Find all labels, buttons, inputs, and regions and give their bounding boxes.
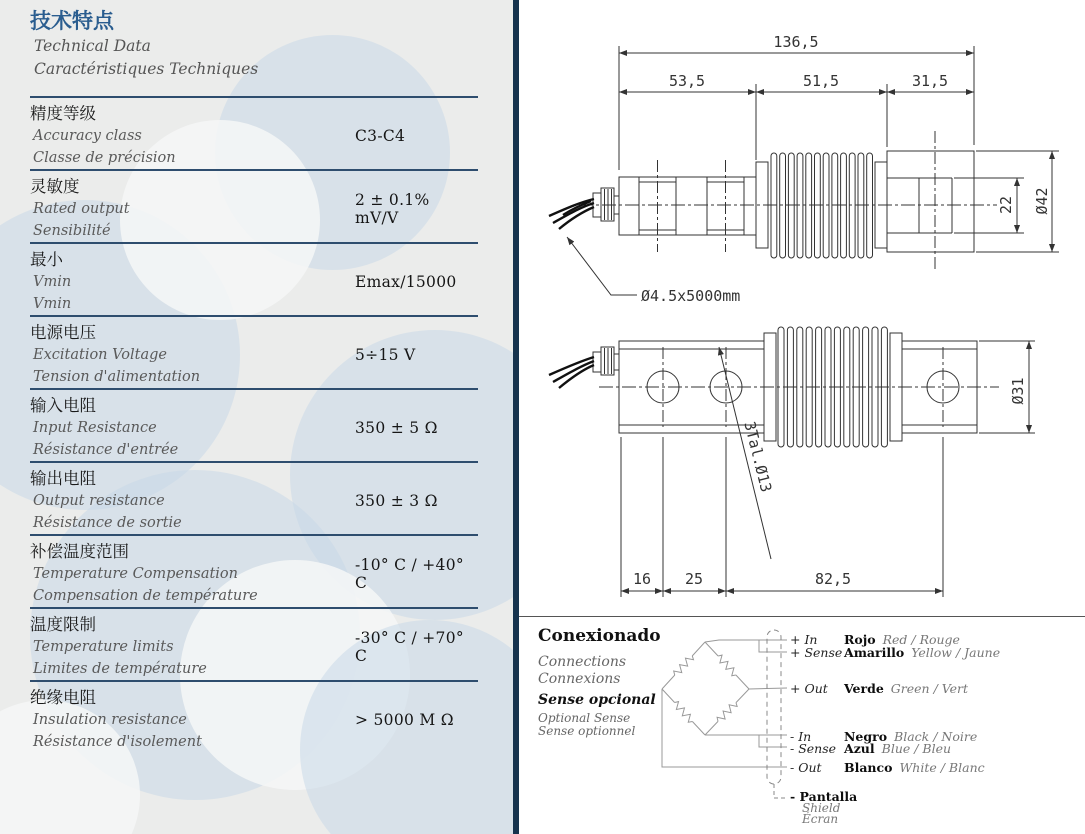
wire-color-name: Amarillo xyxy=(844,645,905,660)
wire-color-name: Blanco xyxy=(844,760,893,775)
wire-signal: + In xyxy=(790,632,818,647)
shield-label-en: Shield xyxy=(802,801,841,815)
spec-label-fr: Compensation de température xyxy=(33,587,258,604)
dim-25: 25 xyxy=(684,570,704,588)
connections-subtitle-fr: Connexions xyxy=(538,671,621,687)
spec-value: -10° C / +40° C xyxy=(355,555,464,592)
spec-label-en: Input Resistance xyxy=(33,420,157,436)
spec-value: 5÷15 V xyxy=(355,345,416,364)
wire-row-minus-out xyxy=(790,760,985,775)
spec-value: C3-C4 xyxy=(355,126,406,145)
spec-row-input-resistance xyxy=(30,388,478,461)
spec-label-zh: 温度限制 xyxy=(30,615,96,634)
wire-signal: - In xyxy=(790,729,812,744)
wire-row-plus-out xyxy=(790,681,968,696)
dim-82_5: 82,5 xyxy=(814,570,852,588)
page-title-en: Technical Data xyxy=(34,37,151,55)
spec-labels xyxy=(30,102,355,169)
wire-signal: - Sense xyxy=(790,741,837,756)
spec-label-zh: 补偿温度范围 xyxy=(30,542,129,561)
spec-labels xyxy=(30,467,355,534)
wire-minus-sense xyxy=(759,735,787,747)
holes-label: 3Tal.Ø13 xyxy=(740,419,776,495)
dim-16: 16 xyxy=(632,570,652,588)
wire-color-name: Azul xyxy=(844,741,875,756)
spec-label-fr: Résistance d'entrée xyxy=(33,441,179,458)
wire-color-name: Rojo xyxy=(844,632,876,647)
connections-subtitle-en: Connections xyxy=(538,654,627,670)
spec-label-zh: 绝缘电阻 xyxy=(30,688,96,707)
spec-label-en: Output resistance xyxy=(33,493,165,509)
spec-row-excitation xyxy=(30,315,478,388)
dim-dia42: Ø42 xyxy=(1033,187,1051,215)
cable-size-label: Ø4.5x5000mm xyxy=(641,287,741,305)
technical-drawing xyxy=(519,0,1085,617)
spec-labels xyxy=(30,175,355,242)
dim-22: 22 xyxy=(997,195,1015,215)
shield-label-fr: Écran xyxy=(802,812,839,826)
spec-row-vmin xyxy=(30,242,478,315)
dim-right: 31,5 xyxy=(911,72,949,90)
spec-labels xyxy=(30,394,355,461)
wire-translation: Black / Noire xyxy=(894,729,978,744)
spec-label-zh: 电源电压 xyxy=(30,323,96,342)
spec-labels xyxy=(30,540,355,607)
wire-signal: - Out xyxy=(790,760,822,775)
spec-label-fr: Tension d'alimentation xyxy=(33,368,201,385)
wire-translation: Yellow / Jaune xyxy=(911,645,1001,660)
spec-label-zh: 输出电阻 xyxy=(30,469,96,488)
wire-plus-in xyxy=(705,640,787,642)
spec-label-fr: Résistance de sortie xyxy=(33,514,182,531)
wire-signal: - Pantalla xyxy=(790,789,858,804)
spec-label-zh: 精度等级 xyxy=(30,104,96,123)
sense-optional-en: Optional Sense xyxy=(538,711,631,725)
spec-label-fr: Vmin xyxy=(33,295,72,312)
wire-row-minus-sense xyxy=(790,741,951,756)
wire-color-name: Verde xyxy=(844,681,884,696)
spec-value: 2 ± 0.1% mV/V xyxy=(355,190,430,227)
cable-leader xyxy=(567,237,637,295)
cable-sheath xyxy=(767,630,781,784)
spec-row-insulation xyxy=(30,680,478,753)
spec-label-en: Excitation Voltage xyxy=(33,347,167,363)
cable xyxy=(549,357,594,388)
end-block xyxy=(887,151,974,252)
shaft-left xyxy=(619,177,756,235)
page-title-zh: 技术特点 xyxy=(30,9,114,33)
sense-optional-fr: Sense optionnel xyxy=(538,724,636,738)
spec-label-en: Temperature Compensation xyxy=(33,566,238,582)
wire-plus-out xyxy=(749,688,787,689)
spec-label-en: Rated output xyxy=(33,201,130,217)
resistor xyxy=(672,700,695,724)
spec-label-fr: Résistance d'isolement xyxy=(33,733,202,750)
wire-signal: + Out xyxy=(790,681,828,696)
spec-label-en: Accuracy class xyxy=(33,128,142,144)
spec-row-rated-output xyxy=(30,169,478,242)
spec-table xyxy=(30,8,478,753)
spec-value: Emax/15000 xyxy=(355,272,457,291)
wire-translation: Red / Rouge xyxy=(882,632,960,647)
wire-row-plus-sense xyxy=(790,645,1000,660)
wire-translation: White / Blanc xyxy=(899,760,985,775)
spec-value: 350 ± 3 Ω xyxy=(355,491,438,510)
spec-label-en: Temperature limits xyxy=(33,639,174,655)
spec-row-accuracy xyxy=(30,96,478,169)
spec-label-zh: 最小 xyxy=(30,250,63,269)
dimension-labels xyxy=(633,33,1051,588)
spec-value: > 5000 M Ω xyxy=(355,710,454,729)
resistor xyxy=(672,654,695,678)
spec-label-en: Vmin xyxy=(33,274,72,290)
spec-label-fr: Limites de température xyxy=(33,660,207,677)
spec-table-header xyxy=(30,8,478,96)
spec-row-temp-compensation xyxy=(30,534,478,607)
wire-minus-out xyxy=(662,689,787,767)
top-view-drawing xyxy=(549,327,1035,597)
wire-signal: + Sense xyxy=(790,645,843,660)
spec-value: -30° C / +70° C xyxy=(355,628,464,665)
spec-label-zh: 输入电阻 xyxy=(30,396,96,415)
wire-translation: Blue / Bleu xyxy=(881,741,952,756)
spec-value: 350 ± 5 Ω xyxy=(355,418,438,437)
spec-labels xyxy=(30,248,355,315)
spec-labels xyxy=(30,321,355,388)
wire-plus-sense xyxy=(759,640,787,652)
spec-label-fr: Classe de précision xyxy=(33,149,176,166)
sense-optional-title: Sense opcional xyxy=(538,692,656,708)
dim-middle: 51,5 xyxy=(802,72,840,90)
cable-gland xyxy=(593,347,619,375)
spec-labels xyxy=(30,613,355,680)
resistor xyxy=(716,654,739,678)
dim-left: 53,5 xyxy=(668,72,706,90)
spec-panel xyxy=(0,0,513,834)
spec-row-temp-limits xyxy=(30,607,478,680)
wire-translation: Green / Vert xyxy=(890,681,969,696)
wheatstone-bridge xyxy=(662,640,787,767)
wire-color-name: Negro xyxy=(844,729,888,744)
connections-title: Conexionado xyxy=(538,626,661,646)
dim-overall: 136,5 xyxy=(773,33,819,51)
spec-label-fr: Sensibilité xyxy=(33,222,111,239)
spec-labels xyxy=(30,686,355,753)
cable xyxy=(549,199,594,229)
resistor xyxy=(715,700,738,724)
spec-row-output-resistance xyxy=(30,461,478,534)
dim-dia31: Ø31 xyxy=(1009,377,1027,405)
spec-label-en: Insulation resistance xyxy=(33,712,187,728)
page-title-fr: Caractéristiques Techniques xyxy=(34,60,259,78)
wire-shield xyxy=(774,784,785,798)
spec-label-zh: 灵敏度 xyxy=(30,177,80,196)
